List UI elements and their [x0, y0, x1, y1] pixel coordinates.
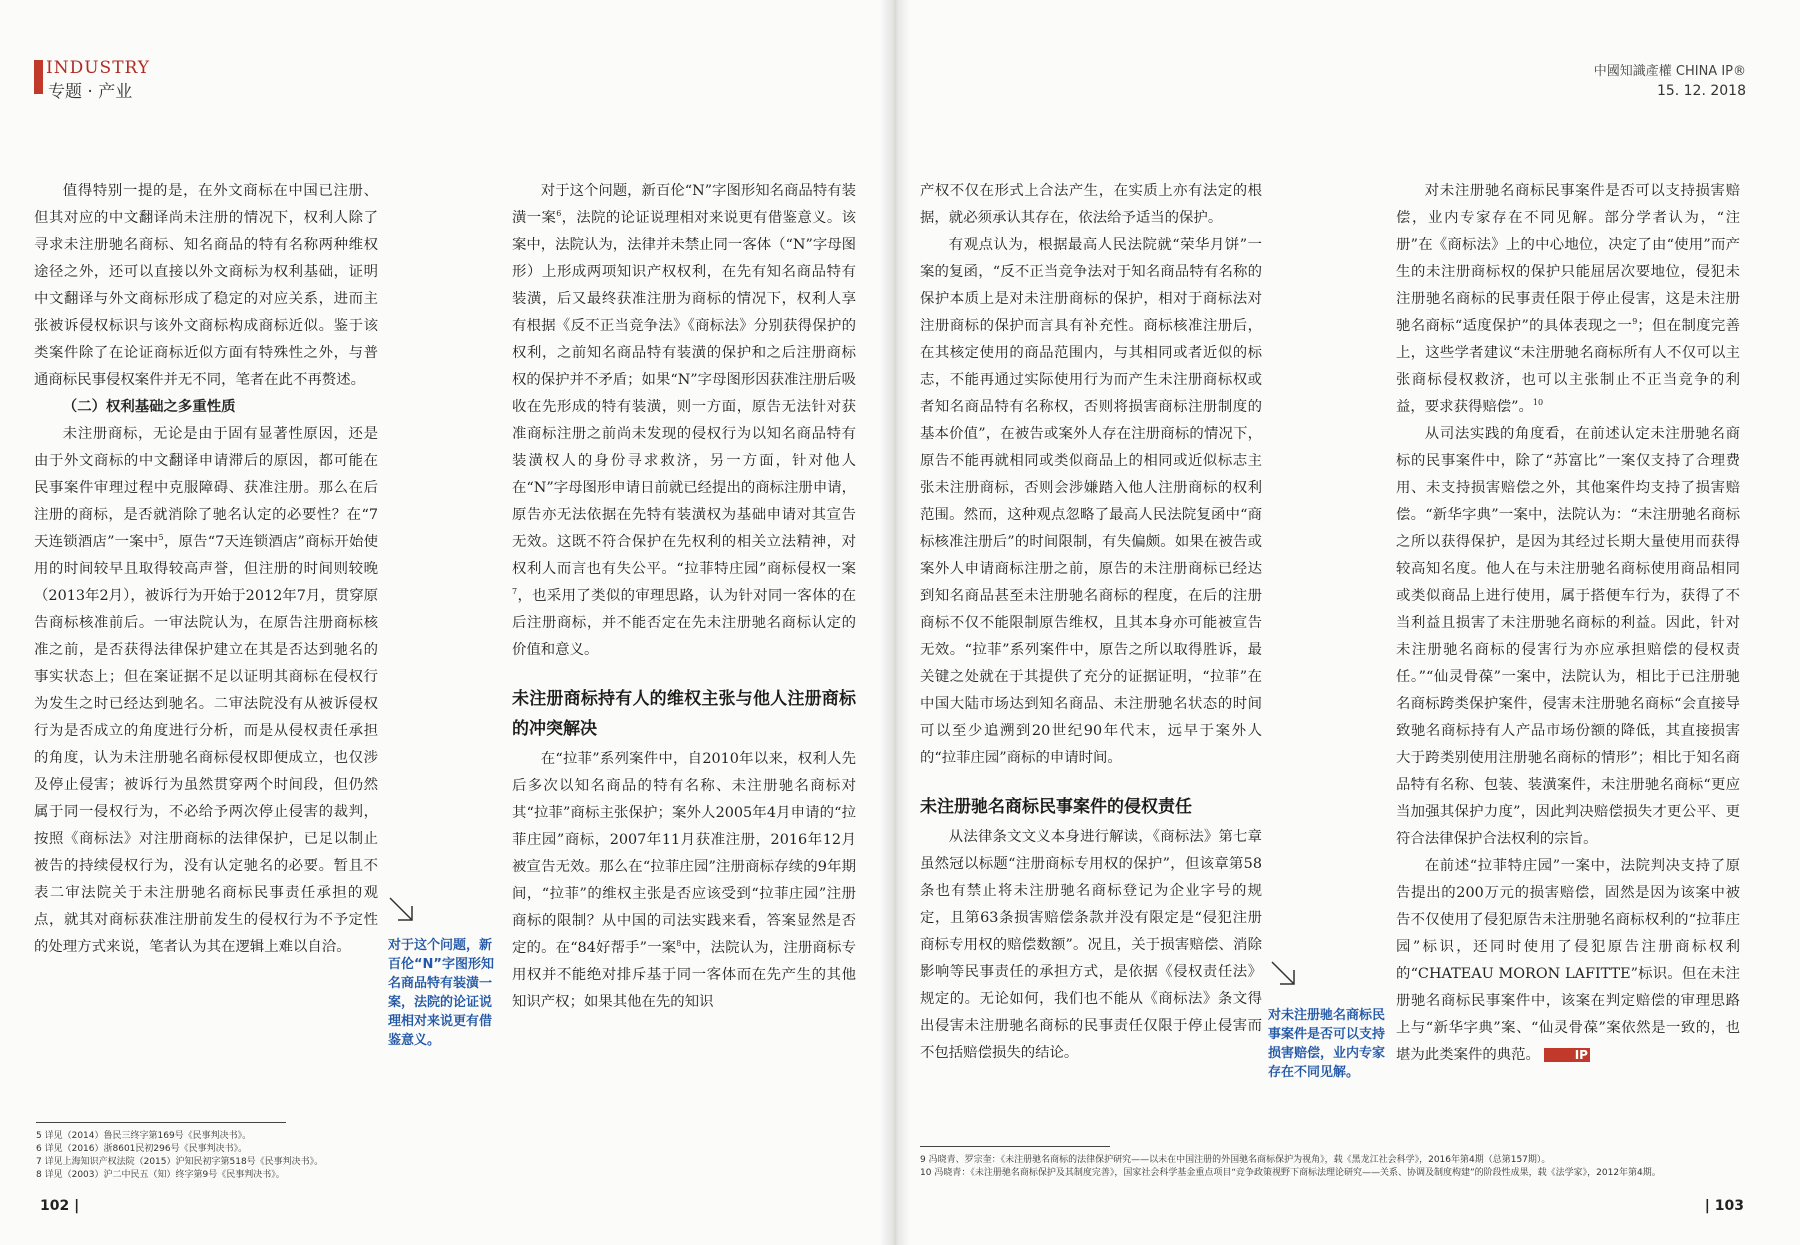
magazine-title: 中國知識產權 CHINA IP®	[1593, 64, 1746, 79]
paragraph: 对于这个问题，新百伦“N”字图形知名商品特有装潢一案$^6$，法院的论证说理相对来说更有借鉴意义。该案中，法院认为，法律并未禁止同一客体（“N”字母图形）上形成两项知识产权权利，在先有知名商品特有装潢，后又最终获准注册为商标的情况下，权利人享有根据《反不正当竞争法》《商标法》分别获得保护的权利，之前知名商品特有装潢的保护和之后注册商标权的保护并不矛盾；如果“N”字母图形因获准注册后吸收在先形成的特有装潢，则一方面，原告无法针对获准商标注册之前尚未发现的侵权行为以知名商品特有装潢权人的身份寻求救济，另一方面，针对他人在“N”字母图形申请日前就已经提出的商标注册申请，原告亦无法依据在先特有装潢权为基础申请对其宣告无效。这既不符合保护在先权利的相关立法精神，对权利人而言也有失公平。“拉菲特庄园”商标侵权一案$^7$，也采用了类似的审理思路，认为针对同一客体的在后注册商标，并不能否定在先未注册驰名商标认定的价值和意义。	[512, 183, 856, 658]
footnotes	[920, 1154, 1740, 1180]
issue-date: 15. 12. 2018	[1656, 83, 1746, 99]
footnote: 10 冯晓青：《未注册驰名商标保护及其制度完善》，国家社会科学基金重点项目“竞争政策视野下商标法理论研究——关系、协调及制度构建”的阶段性成果，载《法学家》，2012年第4期。	[920, 1168, 1661, 1178]
section-heading: 未注册驰名商标民事案件的侵权责任	[920, 797, 1192, 817]
paragraph: 产权不仅在形式上合法产生，在实质上亦有法定的根据，就必须承认其存在，依法给予适当的保护。	[920, 183, 1262, 226]
end-mark-icon: IP	[1544, 1048, 1590, 1062]
right-column-2	[1396, 178, 1740, 1069]
pull-quote: 对于这个问题，新百伦“N”字图形知名商品特有装潢一案，法院的论证说理相对来说更有借鉴意义。	[388, 938, 494, 1048]
magazine-header	[1594, 60, 1746, 99]
paragraph: 从法律条文文义本身进行解读，《商标法》第七章虽然冠以标题“注册商标专用权的保护”，但该章第58条也有禁止将未注册驰名商标登记为企业字号的规定，且第63条损害赔偿条款并没有限定是“侵犯注册商标专用权的赔偿数额”。况且，关于损害赔偿、消除影响等民事责任的承担方式，是依据《侵权责任法》规定的。无论如何，我们也不能从《商标法》条文得出侵害未注册驰名商标的民事责任仅限于停止侵害而不包括赔偿损失的结论。	[920, 829, 1262, 1061]
footnote: 8 详见（2003）沪二中民五（知）终字第9号《民事判决书》。	[36, 1170, 285, 1180]
section-accent-bar	[34, 60, 43, 94]
paragraph: 在前述“拉菲特庄园”一案中，法院判决支持了原告提出的200万元的损害赔偿，固然是因为该案中被告不仅使用了侵犯原告未注册驰名商标权利的“拉菲庄园”标识，还同时使用了侵犯原告注册商标权利的“CHATEAU MORON LAFITTE”标识。但在未注册驰名商标民事案件中，该案在判定赔偿的审理思路上与“新华字典”案、“仙灵骨葆”案依然是一致的，也堪为此类案件的典范。 IP	[1396, 858, 1740, 1063]
footnote-ref: 6	[556, 209, 562, 219]
footnote-ref: 8	[676, 939, 682, 949]
footnote: 9 冯晓青、罗宗奎：《未注册驰名商标的法律保护研究——以未在中国注册的外国驰名商标保护为视角》，载《黑龙江社会科学》，2016年第4期（总第157期）。	[920, 1155, 1551, 1165]
pull-quote: 对未注册驰名商标民事案件是否可以支持损害赔偿，业内专家存在不同见解。	[1268, 1008, 1386, 1080]
paragraph: 对未注册驰名商标民事案件是否可以支持损害赔偿，业内专家存在不同见解。部分学者认为，“注册”在《商标法》上的中心地位，决定了由“使用”而产生的未注册商标权的保护只能屈居次要地位，侵犯未注册驰名商标的民事责任限于停止侵害，这是未注册驰名商标“适度保护”的具体表现之一$^9$；但在制度完善上，这些学者建议“未注册驰名商标所有人不仅可以主张商标侵权救济，也可以主张制止不正当竞争的利益，要求获得赔偿”。$^{10}$	[1396, 183, 1740, 415]
page-gutter	[880, 0, 910, 1245]
footnote-ref: 10	[1532, 398, 1544, 408]
footnote-divider	[36, 1122, 286, 1123]
section-heading: 未注册商标持有人的维权主张与他人注册商标的冲突解决	[512, 689, 856, 739]
footnote: 6 详见（2016）浙8601民初296号《民事判决书》。	[36, 1144, 248, 1154]
footnote: 7 详见上海知识产权法院（2015）沪知民初字第518号《民事判决书》。	[36, 1157, 324, 1167]
footnote-ref: 7	[512, 587, 518, 597]
pull-quote-arrow-icon	[1270, 960, 1300, 990]
page-number-right: | 103	[1704, 1198, 1744, 1214]
right-column-1	[920, 178, 1262, 1067]
left-column-1	[34, 178, 378, 961]
paragraph: 从司法实践的角度看，在前述认定未注册驰名商标的民事案件中，除了“苏富比”一案仅支持了合理费用、未支持损害赔偿之外，其他案件均支持了损害赔偿。“新华字典”一案中，法院认为：“未注册驰名商标之所以获得保护，是因为其经过长期大量使用而获得较高知名度。他人在与未注册驰名商标使用商品相同或类似商品上进行使用，属于搭便车行为，获得了不当利益且损害了未注册驰名商标的利益。因此，针对未注册驰名商标的侵害行为亦应承担赔偿的侵权责任。”“仙灵骨葆”一案中，法院认为，相比于已注册驰名商标跨类保护案件，侵害未注册驰名商标“会直接导致驰名商标持有人产品市场份额的降低，其直接损害大于跨类别使用注册驰名商标的情形”；相比于知名商品特有名称、包装、装潢案件，未注册驰名商标“更应当加强其保护力度”，因此判决赔偿损失才更公平、更符合法律保护合法权利的宗旨。	[1396, 426, 1740, 847]
subheading: （二）权利基础之多重性质	[62, 399, 236, 415]
paragraph: 有观点认为，根据最高人民法院就“荣华月饼”一案的复函，“反不正当竞争法对于知名商品特有名称的保护本质上是对未注册商标的保护，相对于商标法对注册商标的保护而言具有补充性。商标核准注册后，在其核定使用的商品范围内，与其相同或者近似的标志，不能再通过实际使用行为而产生未注册商标权或者知名商品特有名称权，否则将损害商标注册制度的基本价值”，在被告或案外人存在注册商标的情况下，原告不能再就相同或类似商品上的相同或近似标志主张未注册商标，否则会涉嫌踏入他人注册商标的权利范围。然而，这种观点忽略了最高人民法院复函中“商标核准注册后”的时间限制，有失偏颇。如果在被告或案外人申请商标注册之前，原告的未注册商标已经达到知名商品甚至未注册驰名商标的程度，在后的注册商标不仅不能限制原告维权，且其本身亦可能被宣告无效。“拉菲”系列案件中，原告之所以取得胜诉，最关键之处就在于其提供了充分的证据证明，“拉菲”在中国大陆市场达到知名商品、未注册驰名状态的时间可以至少追溯到20世纪90年代末，远早于案外人的“拉菲庄园”商标的申请时间。	[920, 237, 1262, 766]
footnotes	[36, 1130, 456, 1182]
right-page	[892, 0, 1800, 1245]
paragraph: 未注册商标，无论是由于固有显著性原因，还是由于外文商标的中文翻译申请滞后的原因，都可能在民事案件审理过程中克服障碍、获准注册。那么在后注册的商标，是否就消除了驰名认定的必要性？在“7天连锁酒店”一案中$^5$，原告“7天连锁酒店”商标开始使用的时间较早且取得较高声誉，但注册的时间则较晚（2013年2月），被诉行为开始于2012年7月，贯穿原告商标核准前后。一审法院认为，在原告注册商标核准之前，是否获得法律保护建立在其是否达到驰名的事实状态上；但在案证据不足以证明其商标在侵权行为发生之时已经达到驰名。二审法院没有从被诉侵权行为是否成立的角度进行分析，而是从侵权责任承担的角度，认为未注册驰名商标侵权即便成立，也仅涉及停止侵害；被诉行为虽然贯穿两个时间段，但仍然属于同一侵权行为，不必给予两次停止侵害的裁判，按照《商标法》对注册商标的法律保护，已足以制止被告的持续侵权行为，没有认定驰名的必要。暂且不表二审法院关于未注册驰名商标民事责任承担的观点，就其对商标获准注册前发生的侵权行为不予定性的处理方式来说，笔者认为其在逻辑上难以自洽。	[34, 426, 379, 955]
section-industry-label: INDUSTRY	[46, 58, 151, 78]
left-page	[0, 0, 892, 1245]
paragraph: 在“拉菲”系列案件中，自2010年以来，权利人先后多次以知名商品的特有名称、未注册驰名商标对其“拉菲”商标主张保护；案外人2005年4月申请的“拉菲庄园”商标，2007年11月获准注册，2016年12月被宣告无效。那么在“拉菲庄园”注册商标存续的9年期间，“拉菲”的维权主张是否应该受到“拉菲庄园”注册商标的限制？从中国的司法实践来看，答案显然是否定的。在“84好帮手”一案$^8$中，法院认为，注册商标专用权并不能绝对排斥基于同一客体而在先产生的其他知识产权；如果其他在先的知识	[512, 751, 856, 1010]
footnote-ref: 5	[158, 533, 164, 543]
footnote-divider	[920, 1146, 1110, 1147]
pull-quote-arrow-icon	[388, 896, 418, 926]
left-column-2	[512, 178, 856, 1016]
section-title: 专题 · 产业	[48, 82, 133, 102]
page-number-left: 102 |	[40, 1198, 80, 1214]
footnote-ref: 9	[1632, 317, 1638, 327]
footnote: 5 详见（2014）鲁民三终字第169号《民事判决书》。	[36, 1131, 252, 1141]
paragraph: 值得特别一提的是，在外文商标在中国已注册、但其对应的中文翻译尚未注册的情况下，权利人除了寻求未注册驰名商标、知名商品的特有名称两种维权途径之外，还可以直接以外文商标为权利基础，证明中文翻译与外文商标形成了稳定的对应关系，进而主张被诉侵权标识与该外文商标构成商标近似。鉴于该类案件除了在论证商标近似方面有特殊性之外，与普通商标民事侵权案件并无不同，笔者在此不再赘述。	[34, 183, 378, 388]
